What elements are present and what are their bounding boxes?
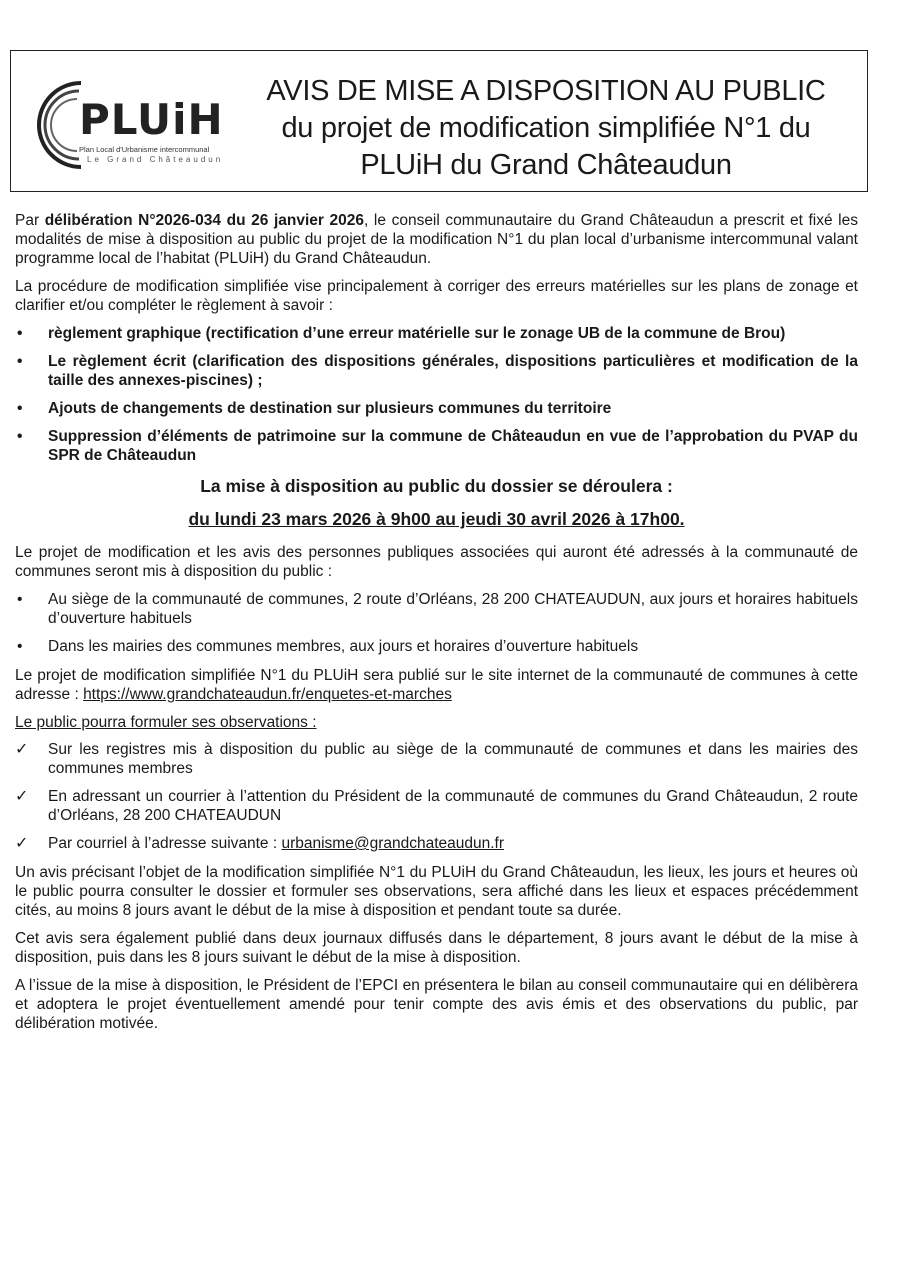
logo-subtitle: Plan Local d'Urbanisme intercommunal xyxy=(79,145,210,154)
intro-paragraph xyxy=(15,211,858,268)
list-item xyxy=(15,399,858,418)
bullet-icon: • xyxy=(17,428,23,445)
document-body xyxy=(15,211,858,1042)
web-text: Le projet de modification simplifiée N°1 du PLUiH sera publié sur le site internet de la communauté de communes à cette adresse : xyxy=(15,667,858,703)
list-item-text: Dans les mairies des communes membres, aux jours et horaires d’ouverture habituels xyxy=(48,638,639,655)
observations-heading: Le public pourra formuler ses observations : xyxy=(15,714,317,731)
logo-territory: Le Grand Châteaudun xyxy=(87,155,224,164)
observations-list xyxy=(15,740,858,853)
check-icon: ✓ xyxy=(15,788,29,805)
list-item xyxy=(15,427,858,465)
bullet-icon: • xyxy=(17,353,23,370)
deliberation-reference: délibération N°2026-034 du 26 janvier 2026 xyxy=(44,212,365,229)
list-item xyxy=(15,787,858,825)
pluih-logo xyxy=(19,75,234,175)
list-item-text: Suppression d’éléments de patrimoine sur la commune de Châteaudun en vue de l’approbation du PVAP du SPR de Châteaudun xyxy=(48,428,858,464)
list-item-text: Ajouts de changements de destination sur plusieurs communes du territoire xyxy=(48,400,612,417)
bullet-icon: • xyxy=(17,325,23,342)
list-item xyxy=(15,637,858,656)
projet-paragraph: Le projet de modification et les avis des personnes publiques associées qui auront été adressés à la communauté de communes seront mis à disposition du public : xyxy=(15,544,858,580)
issue-paragraph: A l’issue de la mise à disposition, le Président de l’EPCI en présentera le bilan au conseil communautaire qui en délibèrera et adoptera le projet éventuellement amendé pour tenir compte des avis émis et des observations du public, par délibération motivée. xyxy=(15,977,858,1032)
list-item-text: règlement graphique (rectification d’une erreur matérielle sur le zonage UB de la commune de Brou) xyxy=(48,325,786,342)
title-line-2: du projet de modification simplifiée N°1 du xyxy=(281,112,811,144)
avis-paragraph: Un avis précisant l’objet de la modification simplifiée N°1 du PLUiH du Grand Châteaudun, les lieux, les jours et heures où le public pourra consulter le dossier et formuler ses observations, sera affiché dans les lieux et espaces précédemment cités, au moins 8 jours avant le début de la mise à disposition et pendant toute sa durée. xyxy=(15,864,858,919)
check-icon: ✓ xyxy=(15,835,29,852)
list-item xyxy=(15,324,858,343)
page-title xyxy=(241,73,851,184)
list-item xyxy=(15,740,858,778)
list-item xyxy=(15,834,858,853)
intro-prefix: Par xyxy=(15,212,45,229)
logo-wordmark: PLUiH xyxy=(79,95,224,144)
website-link[interactable]: https://www.grandchateaudun.fr/enquetes-et-marches xyxy=(83,686,452,703)
list-item xyxy=(15,352,858,390)
list-item-text: Par courriel à l’adresse suivante : xyxy=(48,835,282,852)
intro-rest: , le conseil communautaire du Grand Châteaudun a prescrit et fixé les modalités de mise à disposition au public du projet de la modification N°1 du plan local d’urbanisme intercommunal valant programme local de l’habitat (PLUiH) du Grand Châteaudun. xyxy=(15,212,858,267)
mise-heading: La mise à disposition au public du dossier se déroulera : xyxy=(200,476,673,496)
dates-heading: du lundi 23 mars 2026 à 9h00 au jeudi 30 avril 2026 à 17h00. xyxy=(188,509,685,529)
locations-list xyxy=(15,590,858,656)
email-link[interactable]: urbanisme@grandchateaudun.fr xyxy=(281,835,505,852)
modification-list xyxy=(15,324,858,465)
web-paragraph xyxy=(15,666,858,704)
list-item-text: Au siège de la communauté de communes, 2 route d’Orléans, 28 200 CHATEAUDUN, aux jours et horaires habituels d’ouverture habituels xyxy=(48,591,858,627)
observations-heading-row xyxy=(15,713,858,732)
title-line-3: PLUiH du Grand Châteaudun xyxy=(360,149,732,181)
bullet-icon: • xyxy=(17,400,23,417)
list-item-text: Le règlement écrit (clarification des dispositions générales, dispositions particulières et modification de la taille des annexes-piscines) ; xyxy=(48,353,858,389)
check-icon: ✓ xyxy=(15,741,29,758)
bullet-icon: • xyxy=(17,591,23,608)
list-item-text: En adressant un courrier à l’attention du Président de la communauté de communes du Grand Châteaudun, 2 route d’Orléans, 28 200 CHATEAUDUN xyxy=(48,788,858,824)
title-line-1: AVIS DE MISE A DISPOSITION AU PUBLIC xyxy=(266,75,826,107)
list-item xyxy=(15,590,858,628)
procedure-paragraph: La procédure de modification simplifiée vise principalement à corriger des erreurs matérielles sur les plans de zonage et clarifier et/ou compléter le règlement à savoir : xyxy=(15,278,858,314)
journaux-paragraph: Cet avis sera également publié dans deux journaux diffusés dans le département, 8 jours avant le début de la mise à disposition, puis dans les 8 jours suivant le début de la mise à disposition. xyxy=(15,930,858,966)
list-item-text: Sur les registres mis à disposition du public au siège de la communauté de communes et dans les mairies des communes membres xyxy=(48,741,858,777)
header-box xyxy=(10,50,868,192)
bullet-icon: • xyxy=(17,638,23,655)
